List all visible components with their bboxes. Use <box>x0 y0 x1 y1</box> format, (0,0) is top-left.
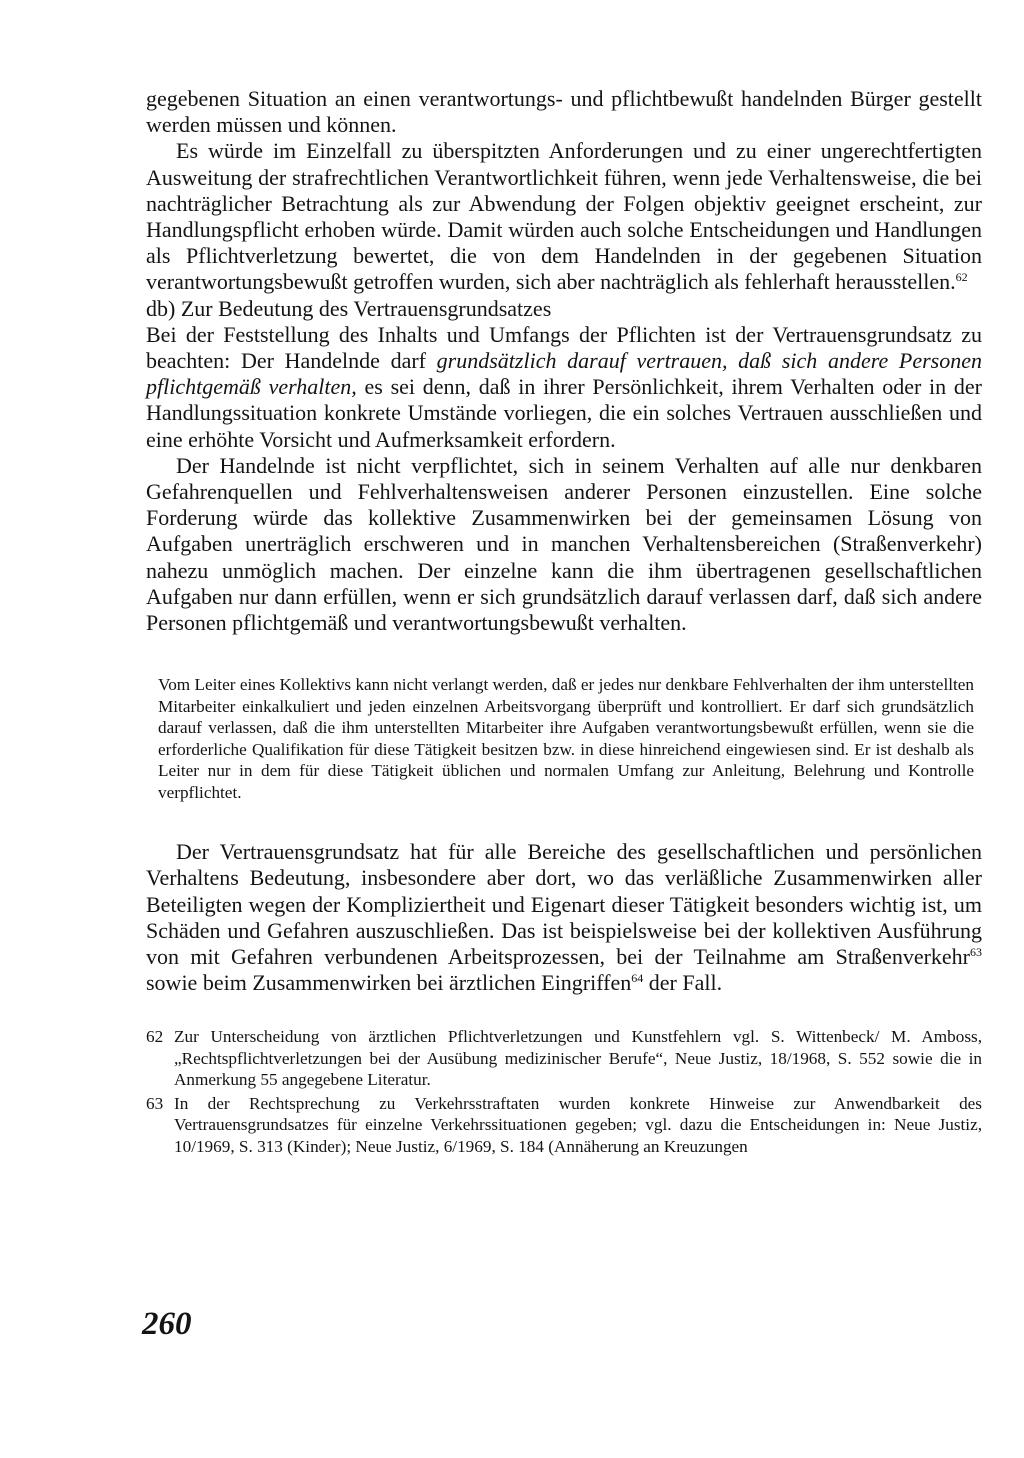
paragraph-text: Bei der Feststellung des Inhalts und Umfangs der Pflichten ist der Vertrauensgrundsatz zu beachten: Der Handelnde darf <box>146 321 982 374</box>
footnote-number: 63 <box>146 1093 164 1113</box>
page-number: 260 <box>142 1306 192 1342</box>
paragraph-text: der Fall. <box>643 970 723 996</box>
footnote-ref-64: 64 <box>631 971 644 986</box>
footnote-62 <box>146 1026 982 1091</box>
paragraph-text: es sei denn, daß in ihrer Persönlichkeit, ihrem Verhalten oder in der Handlungssituation konkrete Umstände vorliegen, die ein solches Vertrauen ausschließen und eine erhöhte Vorsicht und Aufmerksamkeit erfordern. <box>146 374 982 452</box>
paragraph-overstrain <box>146 138 982 295</box>
footnote-number: 62 <box>146 1027 164 1047</box>
paragraph-scope <box>146 839 982 996</box>
paragraph-text: sowie beim Zusammenwirken bei ärztlichen Eingriffen <box>146 970 632 996</box>
emphasis-text: grundsätzlich darauf vertrauen, daß sich andere Personen pflichtgemäß verhalten, <box>146 348 982 400</box>
footnote-ref-62: 62 <box>955 270 968 285</box>
footnote-ref-63: 63 <box>970 945 982 960</box>
paragraph-obligation: Der Handelnde ist nicht verpflichtet, sich in seinem Verhalten auf alle nur denkbaren Gefahrenquellen und Fehlverhaltensweisen anderer Personen einzustellen. Eine solche Forderung würde das kollektive Zusammenwirken bei der gemeinsamen Lösung von Aufgaben unerträglich erschweren und in manchen Verhaltensbereichen (Straßenverkehr) nahezu unmöglich machen. Der einzelne kann die ihm übertragenen gesellschaftlichen Aufgaben nur dann erfüllen, wenn er sich grundsätzlich darauf verlassen darf, daß sich andere Personen pflichtgemäß und verantwortungsbewußt verhalten. <box>146 452 982 636</box>
paragraph-continuation: gegebenen Situation an einen verantwortungs- und pflichtbewußt handelnden Bürger gestellt werden müssen und können. <box>146 86 982 138</box>
paragraph-trust-principle <box>146 322 982 453</box>
page-body <box>146 86 982 1159</box>
footnotes <box>146 1026 982 1157</box>
footnote-text: Zur Unterscheidung von ärztlichen Pflichtverletzungen und Kunstfehlern vgl. S. Wittenbeck/ M. Amboss, „Rechtspflichtverletzungen bei der Ausübung medizinischer Berufe“, Neue Justiz, 18/1968, S. 552 sowie die in Anmerkung 55 angegebene Literatur. <box>174 1027 982 1090</box>
example-block: Vom Leiter eines Kollektivs kann nicht verlangt werden, daß er jedes nur denkbare Fehlverhalten der ihm unterstellten Mitarbeiter einkalkuliert und jeden einzelnen Arbeitsvorgang überprüft und kontrolliert. Er darf sich grundsätzlich darauf verlassen, daß die ihm unterstellten Mitarbeiter ihre Aufgaben verantwortungsbewußt erfüllen, wenn sie die erforderliche Qualifikation für diese Tätigkeit besitzen bzw. in diese hinreichend eingewiesen sind. Er ist deshalb als Leiter nur in dem für diese Tätigkeit üblichen und normalen Umfang zur Anleitung, Belehrung und Kontrolle verpflichtet. <box>158 675 974 802</box>
paragraph-text: Es würde im Einzelfall zu überspitzten Anforderungen und zu einer ungerechtfertigten Ausweitung der strafrechtlichen Verantwortlichkeit führen, wenn jede Verhaltensweise, die bei nachträglicher Betrachtung als zur Abwendung der Folgen objektiv geeignet erscheint, zur Handlungspflicht erhoben würde. Damit würden auch solche Entscheidungen und Handlungen als Pflichtverletzung bewertet, die von dem Handelnden in der gegebenen Situation verantwortungsbewußt getroffen wurden, sich aber nachträglich als fehlerhaft herausstellen. <box>146 138 982 295</box>
section-heading: db) Zur Bedeutung des Vertrauensgrundsatzes <box>146 295 552 321</box>
paragraph-text: Der Vertrauensgrundsatz hat für alle Bereiche des gesellschaftlichen und persönlichen Verhaltens Bedeutung, insbesondere aber dort, wo das verläßliche Zusammenwirken aller Beteiligten wegen der Kompliziertheit und Eigenart dieser Tätigkeit besonders wichtig ist, um Schäden und Gefahren auszuschließen. Das ist beispielsweise bei der kollektiven Ausführung von mit Gefahren verbundenen Arbeitsprozessen, bei der Teilnahme am Straßenverkehr <box>146 839 982 970</box>
footnote-text: In der Rechtsprechung zu Verkehrsstraftaten wurden konkrete Hinweise zur Anwendbarkeit des Vertrauensgrundsatzes für einzelne Verkehrssituationen gegeben; vgl. dazu die Entscheidungen in: Neue Justiz, 10/1969, S. 313 (Kinder); Neue Justiz, 6/1969, S. 184 (Annäherung an Kreuzungen <box>174 1093 982 1156</box>
footnote-63 <box>146 1093 982 1158</box>
